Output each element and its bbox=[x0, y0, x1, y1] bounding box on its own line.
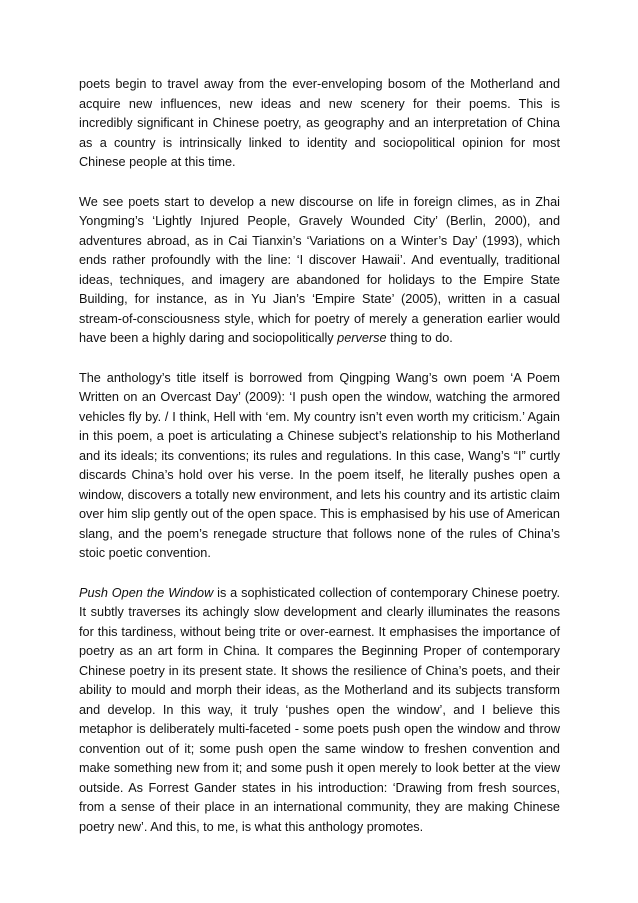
document-page bbox=[79, 75, 560, 857]
paragraph-1-text: poets begin to travel away from the ever-enveloping bosom of the Motherland and acquire new influences, new ideas and new scenery for their poems. This is incredibly significant in Chinese poetry, as geography and an interpretation of China as a country is intrinsically linked to identity and sociopolitical opinion for most Chinese people at this time. bbox=[79, 77, 560, 169]
book-title-emphasis: Push Open the Window bbox=[79, 585, 214, 600]
paragraph-3-text: The anthology’s title itself is borrowed from Qingping Wang’s own poem ‘A Poem Written on an Overcast Day’ (2009): ‘I push open the window, watching the armored vehicles fly by. / I think, Hell with ‘em. My country isn’t even worth my criticism.’ Again in this poem, a poet is articulating a Chinese subject’s relationship to his Motherland and its ideals; its conventions; its rules and regulations. In this case, Wang’s “I” curtly discards China’s hold over his verse. In the poem itself, he literally pushes open a window, discovers a totally new environment, and lets his country and its artistic claim over him slip gently out of the open space. This is emphasised by his use of American slang, and the poem’s renegade structure that follows none of the rules of China’s stoic poetic convention. bbox=[79, 370, 560, 560]
paragraph-4-text: is a sophisticated collection of contemporary Chinese poetry. It subtly traverses its achingly slow development and clearly illuminates the reasons for this tardiness, without being trite or over-earnest. It emphasises the importance of poetry as an art form in China. It compares the Beginning Proper of contemporary Chinese poetry in its present state. It shows the resilience of China’s poets, and their ability to mould and morph their ideas, as the Motherland and its subjects transform and develop. In this way, it truly ‘pushes open the window’, and I believe this metaphor is deliberately multi-faceted - some poets push open the window and throw convention out of it; some push open the same window to freshen convention and make something new from it; and some push it open merely to look better at the view outside. As Forrest Gander states in his introduction: ‘Drawing from fresh sources, from a sense of their place in an international community, they are making Chinese poetry new’. And this, to me, is what this anthology promotes. bbox=[79, 585, 560, 834]
paragraph-2-tail: thing to do. bbox=[386, 331, 453, 345]
paragraph-3 bbox=[79, 369, 560, 564]
paragraph-2-text: We see poets start to develop a new discourse on life in foreign climes, as in Zhai Yongming’s ‘Lightly Injured People, Gravely Wounded City’ (Berlin, 2000), and adventures abroad, as in Cai Tianxin’s ‘Variations on a Winter’s Day’ (1993), which ends rather profoundly with the line: ‘I discover Hawaii’. And eventually, traditional ideas, techniques, and imagery are abandoned for holidays to the Empire State Building, for instance, as in Yu Jian’s ‘Empire State’ (2005), written in a casual stream-of-consciousness style, which for poetry of merely a generation earlier would have been a highly daring and sociopolitically bbox=[79, 194, 560, 345]
paragraph-1 bbox=[79, 75, 560, 173]
paragraph-4 bbox=[79, 584, 560, 838]
paragraph-2 bbox=[79, 193, 560, 349]
paragraph-2-emphasis: perverse bbox=[337, 331, 387, 345]
